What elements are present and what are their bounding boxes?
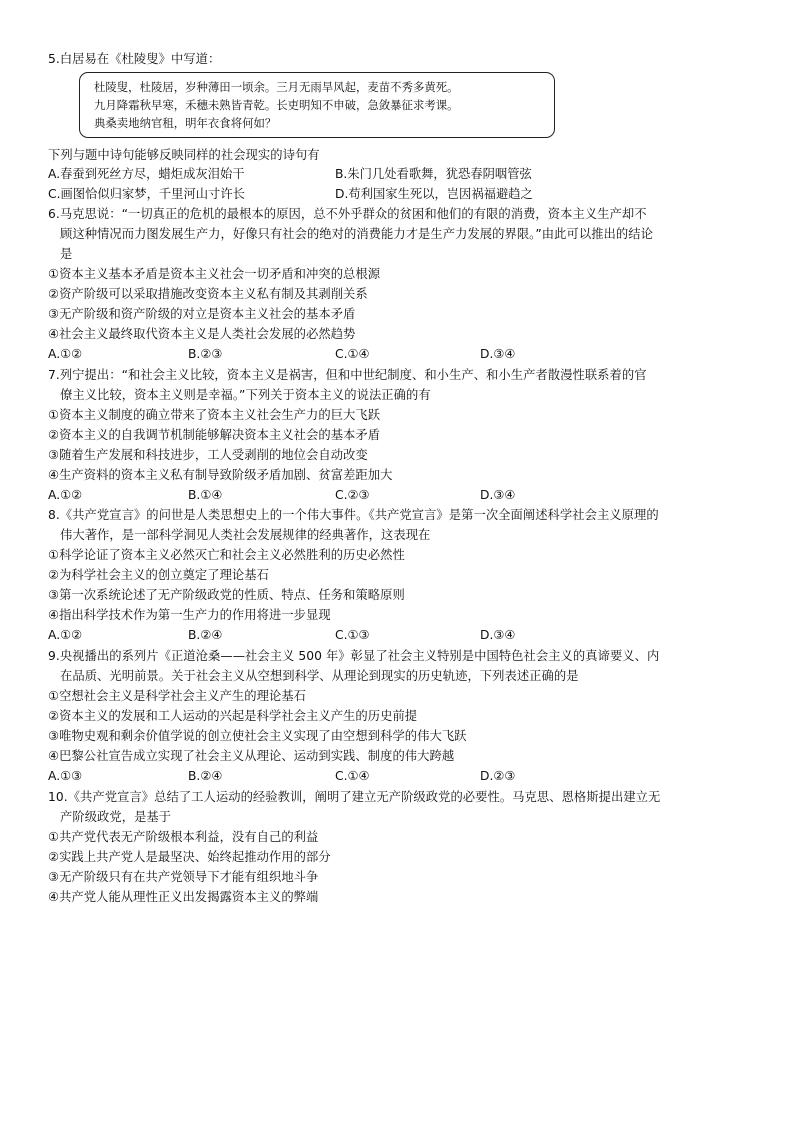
q7-option-a: A.①② [48,488,83,502]
q8-item: ①科学论证了资本主义必然灭亡和社会主义必然胜利的历史必然性 [48,548,405,562]
q9-item: ③唯物史观和剩余价值学说的创立使社会主义实现了由空想到科学的伟大飞跃 [48,729,467,743]
q6-item: ①资本主义基本矛盾是资本主义社会一切矛盾和冲突的总根源 [48,267,381,281]
q7-item: ②资本主义的自我调节机制能够解决资本主义社会的基本矛盾 [48,428,381,442]
q8-option-d: D.③④ [480,628,516,642]
q7-item: ④生产资料的资本主义私有制导致阶级矛盾加剧、贫富差距加大 [48,468,393,482]
q6-stem-line: 6.马克思说：“一切真正的危机的最根本的原因，总不外乎群众的贫困和他们的有限的消费，资本主义生产却不 [48,207,647,221]
q5-question: 下列与题中诗句能够反映同样的社会现实的诗句有 [48,148,320,162]
q10-item: ①共产党代表无产阶级根本利益，没有自己的利益 [48,830,319,844]
q9-stem-line: 9.央视播出的系列片《正道沧桑——社会主义 500 年》彰显了社会主义特别是中国特色社会主义的真谛要义、内 [48,649,660,663]
q6-option-d: D.③④ [480,347,516,361]
q9-option-b: B.②④ [188,769,223,783]
q6-stem-line: 顾这种情况而力图发展生产力，好像只有社会的绝对的消费能力才是生产力发展的界限。”由此可以推出的结论 [60,227,653,241]
q7-option-b: B.①④ [188,488,223,502]
q6-item: ④社会主义最终取代资本主义是人类社会发展的必然趋势 [48,327,356,341]
q6-stem-line: 是 [60,247,73,261]
q5-option-c: C.画图恰似归家梦，千里河山寸许长 [48,187,245,201]
q10-stem-line: 10.《共产党宣言》总结了工人运动的经验教训，阐明了建立无产阶级政党的必要性。马克思、恩格斯提出建立无 [48,790,661,804]
q9-option-c: C.①④ [335,769,370,783]
q5-option-a: A.春蚕到死丝方尽，蜡炬成灰泪始干 [48,167,245,181]
q10-item: ④共产党人能从理性正义出发揭露资本主义的弊端 [48,890,319,904]
q9-option-a: A.①③ [48,769,83,783]
q6-option-c: C.①④ [335,347,370,361]
q6-option-a: A.①② [48,347,83,361]
q5-option-d: D.苟利国家生死以，岂因祸福避趋之 [335,187,533,201]
q7-stem-line: 僚主义比较，资本主义则是幸福。”下列关于资本主义的说法正确的有 [60,388,431,402]
q7-option-d: D.③④ [480,488,516,502]
q7-item: ③随着生产发展和科技进步，工人受剥削的地位会自动改变 [48,448,368,462]
q6-item: ③无产阶级和资产阶级的对立是资本主义社会的基本矛盾 [48,307,356,321]
poem-line: 典桑卖地纳官租，明年衣食将何如？ [94,116,277,130]
q7-option-c: C.②③ [335,488,370,502]
q8-item: ②为科学社会主义的创立奠定了理论基石 [48,568,269,582]
q9-option-d: D.②③ [480,769,516,783]
q9-item: ①空想社会主义是科学社会主义产生的理论基石 [48,689,307,703]
q5-stem: 5.白居易在《杜陵叟》中写道： [48,52,221,66]
q8-item: ③第一次系统论述了无产阶级政党的性质、特点、任务和策略原则 [48,588,405,602]
q10-stem-line: 产阶级政党，是基于 [60,810,172,824]
poem-line: 杜陵叟，杜陵居，岁种薄田一顷余。三月无雨旱风起，麦苗不秀多黄死。 [94,80,459,94]
q8-stem-line: 伟大著作，是一部科学洞见人类社会发展规律的经典著作，这表现在 [60,528,431,542]
poem-box [79,72,555,138]
q6-item: ②资产阶级可以采取措施改变资本主义私有制及其剥削关系 [48,287,368,301]
q7-item: ①资本主义制度的确立带来了资本主义社会生产力的巨大飞跃 [48,408,381,422]
q10-item: ③无产阶级只有在共产党领导下才能有组织地斗争 [48,870,319,884]
q6-option-b: B.②③ [188,347,223,361]
q8-option-a: A.①② [48,628,83,642]
poem-line: 九月降霜秋早寒，禾穗未熟皆青乾。长吏明知不申破，急敛暴征求考课。 [94,98,459,112]
q8-option-b: B.②④ [188,628,223,642]
q8-stem-line: 8.《共产党宣言》的问世是人类思想史上的一个伟大事件。《共产党宣言》是第一次全面阐述科学社会主义原理的 [48,508,659,522]
q8-item: ④指出科学技术作为第一生产力的作用将进一步显现 [48,608,331,622]
q8-option-c: C.①③ [335,628,370,642]
q10-item: ②实践上共产党人是最坚决、始终起推动作用的部分 [48,850,331,864]
q5-option-b: B.朱门几处看歌舞，犹恐春阴咽管弦 [335,167,532,181]
q7-stem-line: 7.列宁提出：“和社会主义比较，资本主义是祸害，但和中世纪制度、和小生产、和小生产者散漫性联系着的官 [48,368,647,382]
q9-stem-line: 在品质、光明前景。关于社会主义从空想到科学、从理论到现实的历史轨迹，下列表述正确的是 [60,669,579,683]
q9-item: ④巴黎公社宣告成立实现了社会主义从理论、运动到实践、制度的伟大跨越 [48,749,455,763]
q9-item: ②资本主义的发展和工人运动的兴起是科学社会主义产生的历史前提 [48,709,418,723]
